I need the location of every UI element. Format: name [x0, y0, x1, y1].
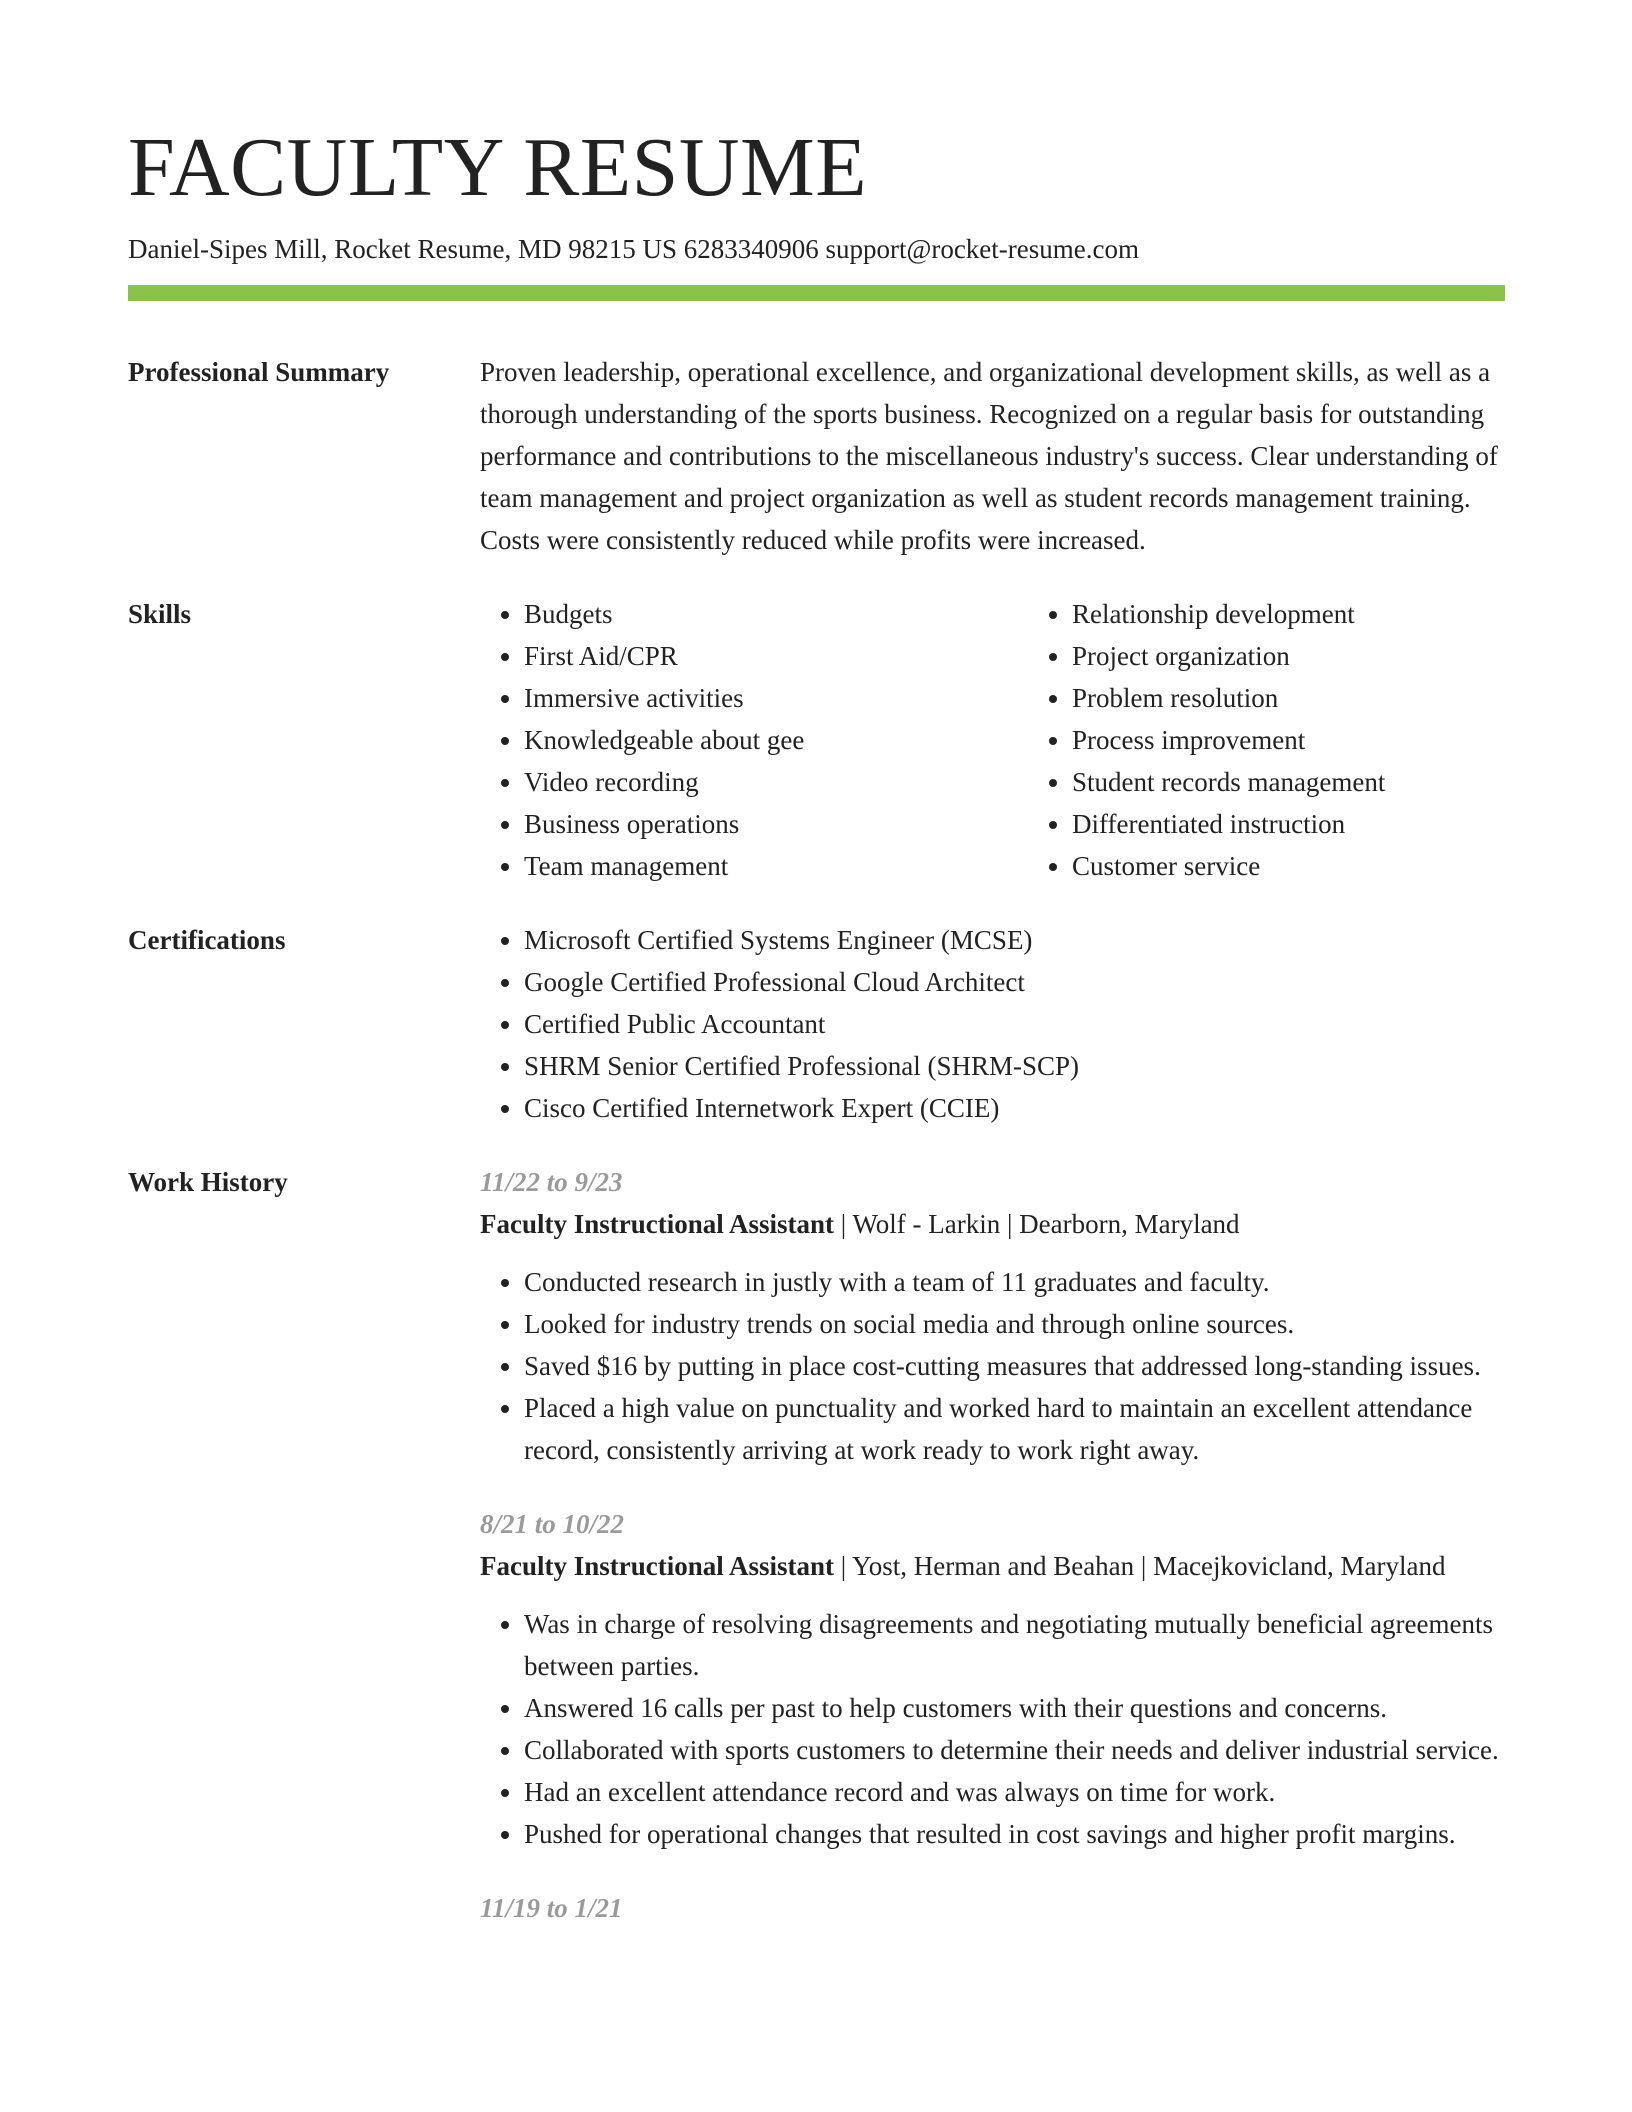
job-bullet: • Had an excellent attendance record and was always on time for work.	[524, 1771, 1505, 1813]
job-bullet: • Answered 16 calls per past to help customers with their questions and concerns.	[524, 1687, 1505, 1729]
work-history-section	[128, 1161, 1505, 1929]
skill-item: • Business operations	[524, 803, 1028, 845]
job-date: 11/19 to 1/21	[480, 1893, 623, 1923]
job-bullet: • Saved $16 by putting in place cost-cutting measures that addressed long-standing issues.	[524, 1345, 1505, 1387]
certifications-label: Certifications	[128, 925, 286, 955]
job-employer-location: | Wolf - Larkin | Dearborn, Maryland	[834, 1209, 1240, 1239]
job-title: Faculty Instructional Assistant	[480, 1209, 835, 1239]
skills-label: Skills	[128, 599, 192, 629]
skill-item: • First Aid/CPR	[524, 635, 1028, 677]
skill-item: • Immersive activities	[524, 677, 1028, 719]
certification-item: • Google Certified Professional Cloud Architect	[524, 961, 1505, 1003]
job-bullets	[480, 1603, 1505, 1855]
summary-text: Proven leadership, operational excellence, and organizational development skills, as well as a thorough understanding of the sports business. Recognized on a regular basis for outstanding performance and contributions to the miscellaneous industry's success. Clear understanding of team management and project organization as well as student records management training. Costs were consistently reduced while profits were increased.	[480, 357, 1498, 555]
work-history-list	[480, 1161, 1505, 1929]
job-employer-location: | Yost, Herman and Beahan | Macejkovicland, Maryland	[834, 1551, 1446, 1581]
certifications-section	[128, 919, 1505, 1129]
header-divider	[128, 285, 1505, 301]
summary-label: Professional Summary	[128, 357, 390, 387]
skill-item: • Project organization	[1072, 635, 1576, 677]
skill-item: • Differentiated instruction	[1072, 803, 1576, 845]
skill-item: • Relationship development	[1072, 593, 1576, 635]
job-bullet: • Collaborated with sports customers to determine their needs and deliver industrial service.	[524, 1729, 1505, 1771]
skill-item: • Student records management	[1072, 761, 1576, 803]
job-bullet: • Placed a high value on punctuality and worked hard to maintain an excellent attendance record, consistently arriving at work ready to work right away.	[524, 1387, 1505, 1471]
job-bullet: • Was in charge of resolving disagreements and negotiating mutually beneficial agreements between parties.	[524, 1603, 1505, 1687]
skill-item: • Video recording	[524, 761, 1028, 803]
certification-item: • SHRM Senior Certified Professional (SHRM-SCP)	[524, 1045, 1505, 1087]
skill-item: • Problem resolution	[1072, 677, 1576, 719]
certifications-list	[480, 919, 1505, 1129]
job-heading	[480, 1203, 1505, 1245]
skill-item: • Team management	[524, 845, 1028, 887]
certification-item: • Microsoft Certified Systems Engineer (MCSE)	[524, 919, 1505, 961]
job-bullets	[480, 1261, 1505, 1471]
job-entry	[480, 1887, 1505, 1929]
skill-item: • Budgets	[524, 593, 1028, 635]
job-bullet: • Looked for industry trends on social media and through online sources.	[524, 1303, 1505, 1345]
skills-right-column	[1028, 593, 1576, 887]
job-bullet: • Pushed for operational changes that resulted in cost savings and higher profit margins.	[524, 1813, 1505, 1855]
certification-item: • Certified Public Accountant	[524, 1003, 1505, 1045]
work-history-label: Work History	[128, 1167, 288, 1197]
job-bullet: • Conducted research in justly with a team of 11 graduates and faculty.	[524, 1261, 1505, 1303]
skills-section	[128, 593, 1505, 887]
resume-page	[128, 0, 1505, 1929]
job-entry	[480, 1161, 1505, 1471]
job-date: 8/21 to 10/22	[480, 1509, 625, 1539]
resume-title: FACULTY RESUME	[128, 121, 868, 214]
job-entry	[480, 1503, 1505, 1855]
contact-line: Daniel-Sipes Mill, Rocket Resume, MD 98215 US 6283340906 support@rocket-resume.com	[128, 234, 1139, 264]
job-heading	[480, 1545, 1505, 1587]
job-date: 11/22 to 9/23	[480, 1167, 623, 1197]
job-title: Faculty Instructional Assistant	[480, 1551, 835, 1581]
skill-item: • Process improvement	[1072, 719, 1576, 761]
skills-list	[480, 593, 1576, 887]
skill-item: • Knowledgeable about gee	[524, 719, 1028, 761]
summary-section	[128, 351, 1505, 561]
skill-item: • Customer service	[1072, 845, 1576, 887]
certification-item: • Cisco Certified Internetwork Expert (CCIE)	[524, 1087, 1505, 1129]
skills-left-column	[480, 593, 1028, 887]
